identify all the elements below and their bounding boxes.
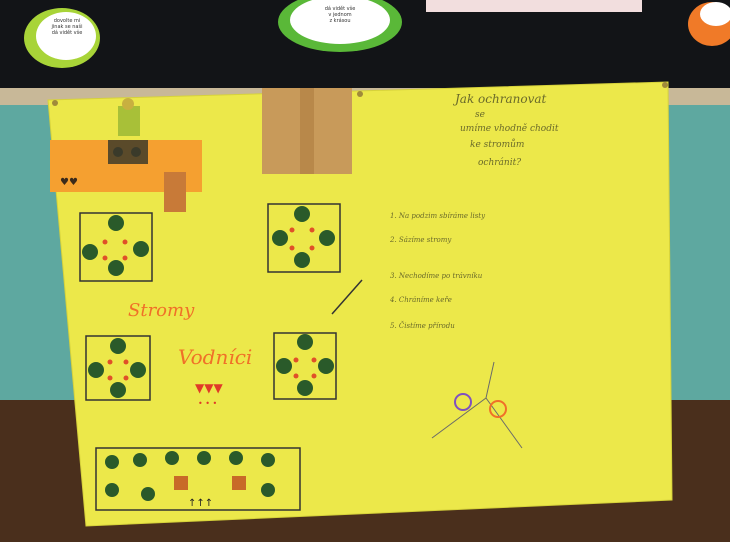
flower-note-left: dovolte mi jinak se naši dá vidět vše — [51, 18, 83, 36]
right-item-5: 5. Čistíme přírodu — [390, 322, 455, 330]
right-item-1: 1. Na podzim sbíráme listy — [390, 212, 486, 220]
paper-flower-left — [24, 8, 100, 68]
right-item-2: 2. Sázíme stromy — [390, 236, 452, 244]
svg-text:↑↑↑: ↑↑↑ — [188, 498, 214, 509]
flower-note-center: dá vidět vše v jednom z krásou — [324, 6, 356, 24]
pink-paper-strip — [426, 0, 642, 12]
word-vodnici: Vodníci — [178, 345, 253, 369]
poster-title-line-5: ochránit? — [478, 158, 522, 168]
svg-text:♥♥: ♥♥ — [60, 177, 78, 188]
right-item-3: 3. Nechodíme po trávníku — [390, 272, 483, 280]
svg-text:▼▼▼: ▼▼▼ — [195, 381, 223, 395]
svg-text:• • •: • • • — [198, 399, 218, 408]
poster-title-line-3: umíme vhodně chodit — [460, 124, 559, 134]
poster-title-line-1: Jak ochranovat — [455, 92, 547, 106]
right-item-4: 4. Chráníme keře — [390, 296, 452, 304]
paper-flower-center — [278, 0, 402, 52]
poster-title-line-2: se — [475, 110, 485, 120]
poster-title-line-4: ke stromům — [470, 140, 525, 150]
word-stromy: Stromy — [128, 300, 195, 321]
paper-flower-right — [688, 2, 730, 46]
